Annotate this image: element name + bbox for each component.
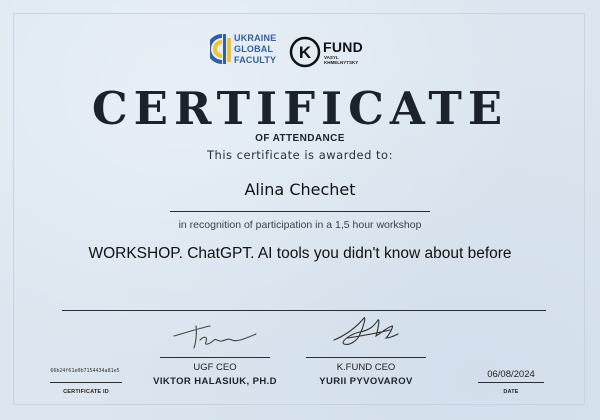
- kfund-logo: [289, 36, 379, 68]
- ugf-ceo-signature: [170, 312, 260, 352]
- recognition-text: in recognition of participation in a 1,5 hour workshop: [178, 219, 422, 231]
- date-line: [478, 382, 544, 383]
- certificate-id-value: 66b24f61e0b7154434a81e5: [50, 368, 120, 374]
- awarded-text: This certificate is awarded to:: [207, 148, 393, 162]
- workshop-title: WORKSHOP. ChatGPT. AI tools you didn't know about before: [88, 245, 512, 262]
- date-value: 06/08/2024: [487, 369, 535, 380]
- certificate-title: CERTIFICATE: [91, 82, 509, 135]
- certificate-id-label: CERTIFICATE ID: [63, 389, 109, 395]
- kfund-circle-icon: [289, 36, 321, 68]
- recipient-name: Alina Chechet: [244, 180, 356, 199]
- recipient-underline: [170, 211, 430, 212]
- certificate-border: [13, 13, 585, 405]
- kfund-ceo-name: YURII PYVOVAROV: [319, 376, 413, 387]
- kfund-logo-text: FUND: [323, 39, 364, 55]
- kfund-logo-subtext: VASYL KHMELNYTSKY: [324, 55, 359, 65]
- ugf-globe-icon: [210, 32, 232, 66]
- certificate-subtitle: OF ATTENDANCE: [255, 133, 345, 144]
- svg-text:K: K: [298, 43, 312, 62]
- certificate-id-line: [50, 382, 122, 383]
- kfund-ceo-signature: [330, 310, 402, 352]
- ugf-ceo-role: UGF CEO: [193, 362, 237, 373]
- ugf-logo: [210, 32, 282, 70]
- workshop-divider: [62, 310, 546, 311]
- ugf-logo-text: UKRAINE GLOBAL FACULTY: [234, 33, 277, 65]
- kfund-ceo-signature-line: [306, 357, 426, 358]
- ugf-ceo-name: VIKTOR HALASIUK, PH.D: [153, 376, 277, 387]
- ugf-ceo-signature-line: [160, 357, 270, 358]
- date-label: DATE: [503, 389, 519, 395]
- kfund-ceo-role: K.FUND CEO: [336, 362, 396, 373]
